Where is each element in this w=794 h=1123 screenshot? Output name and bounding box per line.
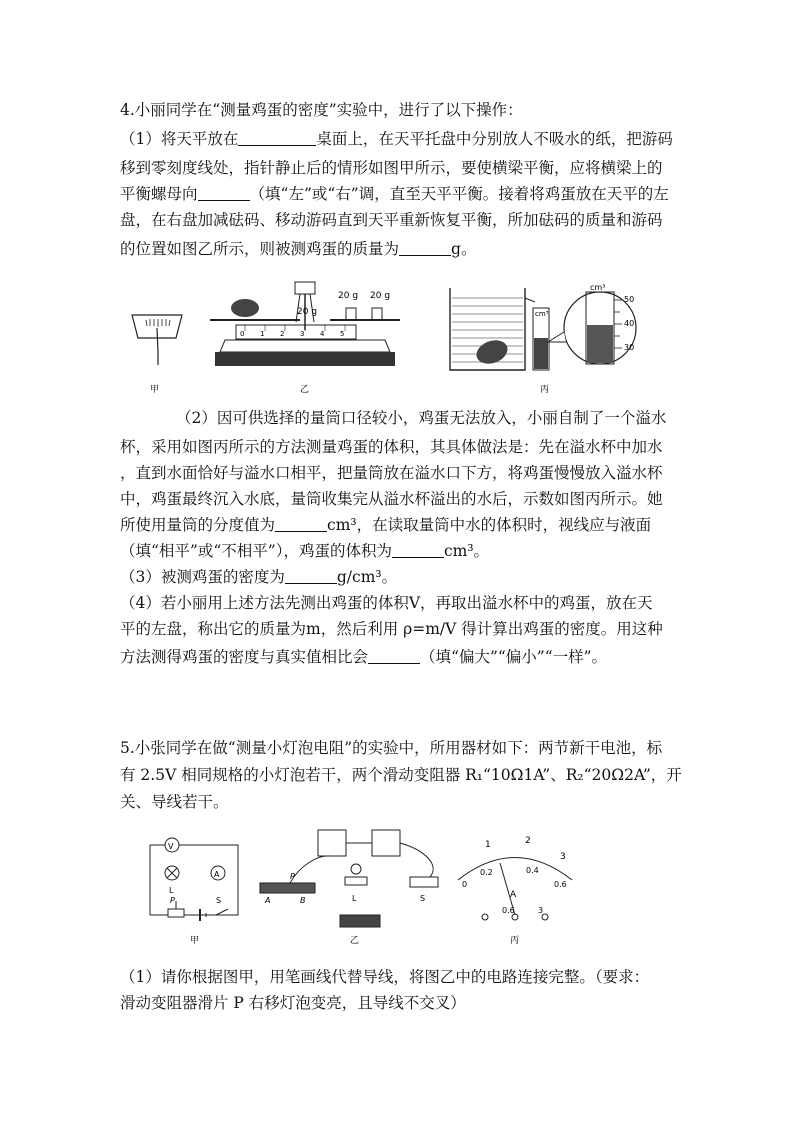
weight-label-1: 20 g <box>297 307 318 317</box>
text-line: （4）若小丽用上述方法先测出鸡蛋的体积V，再取出溢水杯中的鸡蛋，放在天 <box>120 594 653 612</box>
circuit-figures <box>140 825 600 950</box>
text-segment: 方法测得鸡蛋的密度与真实值相比会 <box>120 648 369 666</box>
overflow-cup-icon <box>450 288 535 370</box>
cylinder-zoom-icon <box>548 292 636 364</box>
text-segment: （填“偏大”“偏小”“一样”。 <box>420 648 608 666</box>
meter-top-2: 2 <box>525 836 531 846</box>
label-S2: S <box>420 894 426 903</box>
label-P: P <box>170 896 175 905</box>
text-line: 4.小丽同学在“测量鸡蛋的密度”实验中，进行了以下操作： <box>120 101 523 119</box>
physical-circuit-icon <box>260 830 438 927</box>
meter-bottom-0.2: 0.2 <box>480 868 493 877</box>
circuit-diagram-icon <box>150 838 238 921</box>
zoom-tick-30: 30 <box>624 343 635 352</box>
answer-blank[interactable] <box>368 647 420 664</box>
text-line <box>120 514 651 536</box>
label-S: S <box>216 896 222 905</box>
text-line <box>120 646 607 668</box>
meter-unit-A: A <box>510 890 517 900</box>
rider-tick-0: 0 <box>240 330 245 338</box>
fig-label-jia: 甲 <box>150 385 160 395</box>
meter-bottom-0: 0 <box>462 880 468 889</box>
fig-label-yi: 乙 <box>300 385 310 395</box>
rider-tick-3: 3 <box>300 330 305 338</box>
label-L2: L <box>352 894 357 903</box>
meter-bottom-0.6: 0.6 <box>554 880 567 889</box>
text-line: 盘，在右盘加减砝码、移动游码直到天平重新恢复平衡，所加砝码的质量和游码 <box>120 211 663 229</box>
text-segment: 所使用量筒的分度值为 <box>120 516 276 534</box>
text-line: ，直到水面恰好与溢水口相平，把量筒放在溢水口下方，将鸡蛋慢慢放入溢水杯 <box>120 464 663 482</box>
text-segment: 桌面上，在天平托盘中分别放人不吸水的纸，把游码 <box>316 130 673 148</box>
weight-label-1b: 20 g <box>338 291 359 301</box>
answer-blank[interactable] <box>285 567 337 584</box>
answer-blank[interactable] <box>392 541 444 558</box>
answer-blank[interactable] <box>198 184 250 201</box>
rider-tick-2: 2 <box>280 330 285 338</box>
text-line: （1）请你根据图甲，用笔画线代替导线，将图乙中的电路连接完整。（要求： <box>120 968 650 986</box>
pointer-dial-icon <box>132 315 182 365</box>
text-segment: 平衡螺母向 <box>120 185 198 203</box>
label-V: V <box>168 842 174 851</box>
label-P2: P <box>290 872 295 881</box>
text-line: 平的左盘，称出它的质量为m，然后利用 ρ=m/V 得计算出鸡蛋的密度。用这种 <box>120 620 663 638</box>
rider-tick-4: 4 <box>320 330 325 338</box>
label-A-terminal: A <box>265 896 271 905</box>
cylinder-unit: cm³ <box>535 310 549 318</box>
weight-label-2: 20 g <box>370 291 391 301</box>
meter-bottom-0.4: 0.4 <box>526 866 539 875</box>
text-line: 杯，采用如图丙所示的方法测量鸡蛋的体积，其具体做法是：先在溢水杯中加水 <box>120 438 663 456</box>
answer-blank[interactable] <box>399 239 451 256</box>
label-A: A <box>214 870 220 879</box>
zoom-tick-40: 40 <box>624 319 635 328</box>
text-segment: g/cm³。 <box>336 568 398 586</box>
terminal-0.6: 0.6 <box>502 906 515 915</box>
meter-top-3: 3 <box>560 852 566 862</box>
q5-fig-label-bing: 丙 <box>510 936 520 946</box>
label-B-terminal: B <box>300 896 306 905</box>
zoom-unit: cm³ <box>590 283 606 292</box>
text-segment: cm³。 <box>443 542 490 560</box>
meter-top-1: 1 <box>485 840 491 850</box>
text-line <box>120 238 476 260</box>
text-line <box>120 128 673 150</box>
text-line: 5.小张同学在做“测量小灯泡电阻”的实验中，所用器材如下：两节新干电池，标 <box>120 739 663 757</box>
text-line: 关、导线若干。 <box>120 793 229 811</box>
text-line: （2）因可供选择的量筒口径较小，鸡蛋无法放入，小丽自制了一个溢水 <box>176 409 667 427</box>
text-line: 移到零刻度线处，指针静止后的情形如图甲所示，要使横梁平衡，应将横梁上的 <box>120 159 663 177</box>
text-line: 滑动变阻器滑片 P 右移灯泡变亮，且导线不交叉） <box>120 994 466 1012</box>
label-L: L <box>169 886 174 895</box>
text-line <box>120 183 669 205</box>
text-segment: （3）被测鸡蛋的密度为 <box>120 568 285 586</box>
q5-fig-label-yi: 乙 <box>350 936 360 946</box>
text-line: 中，鸡蛋最终沉入水底，量筒收集完从溢水杯溢出的水后，示数如图丙所示。她 <box>120 490 663 508</box>
text-line <box>120 540 489 562</box>
answer-blank[interactable] <box>238 129 316 146</box>
text-segment: g。 <box>451 240 477 258</box>
terminal-3: 3 <box>538 906 544 915</box>
text-segment: （填“相平”或“不相平”），鸡蛋的体积为 <box>120 542 392 560</box>
fig-label-bing: 丙 <box>540 385 550 395</box>
text-segment: 的位置如图乙所示，则被测鸡蛋的质量为 <box>120 240 400 258</box>
text-segment: （填“左”或“右”调，直至天平平衡。接着将鸡蛋放在天平的左 <box>249 185 669 203</box>
text-line <box>120 566 397 588</box>
text-segment: cm³，在读取量筒中水的体积时，视线应与液面 <box>327 516 652 534</box>
answer-blank[interactable] <box>275 515 327 532</box>
balance-figures <box>120 270 680 400</box>
zoom-tick-50: 50 <box>624 295 635 304</box>
q5-fig-label-jia: 甲 <box>190 936 200 946</box>
rider-tick-5: 5 <box>340 330 345 338</box>
text-segment: （1）将天平放在 <box>120 130 239 148</box>
text-line: 有 2.5V 相同规格的小灯泡若干，两个滑动变阻器 R₁“10Ω1A”、R₂“20Ω2A”，开 <box>120 766 682 784</box>
rider-tick-1: 1 <box>260 330 265 338</box>
